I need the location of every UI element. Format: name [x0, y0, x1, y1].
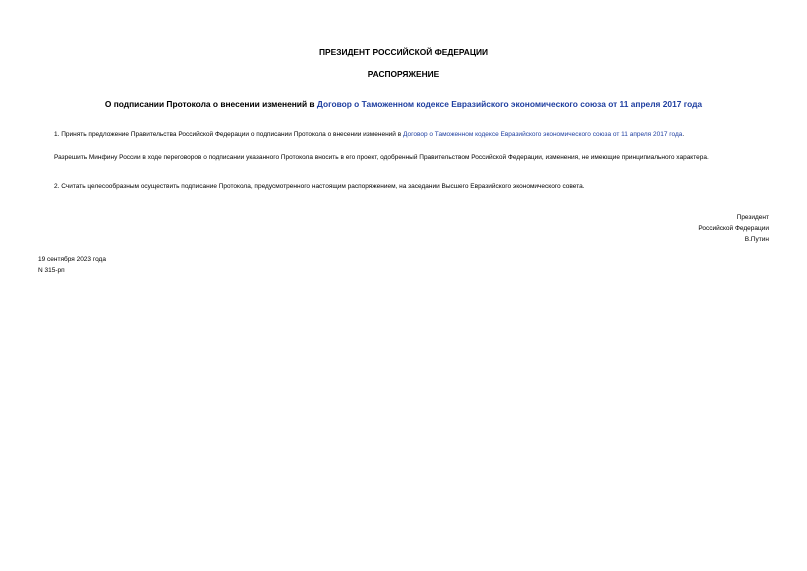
paragraph-2: Разрешить Минфину России в ходе переговоров о подписании указанного Протокола вносить в его проект, одобренный Правительством Российской Федерации, изменения, не имеющие принципиального характера.	[54, 154, 709, 161]
subject-prefix: О подписании Протокола о внесении изменений в	[104, 99, 315, 109]
president-title: ПРЕЗИДЕНТ РОССИЙСКОЙ ФЕДЕРАЦИИ	[319, 47, 488, 57]
document-footer	[38, 254, 106, 276]
document-subject	[0, 99, 807, 109]
signature-name: В.Путин	[744, 236, 769, 243]
signature-position: Президент	[736, 214, 769, 221]
paragraph-1	[38, 129, 769, 140]
paragraph-1-prefix: 1. Принять предложение Правительства Российской Федерации о подписании Протокола о внесении изменений в	[54, 131, 402, 138]
document-number: N 315-рп	[38, 267, 65, 274]
signature-block	[698, 212, 769, 245]
paragraph-3: 2. Считать целесообразным осуществить подписание Протокола, предусмотренного настоящим распоряжением, на заседании Высшего Евразийского экономического совета.	[54, 183, 585, 190]
signature-country: Российской Федерации	[698, 225, 769, 232]
document-date: 19 сентября 2023 года	[38, 256, 106, 263]
document-type: РАСПОРЯЖЕНИЕ	[367, 69, 440, 79]
paragraph-1-suffix: .	[682, 131, 685, 138]
subject-treaty-link[interactable]: Договор о Таможенном кодексе Евразийского экономического союза от 11 апреля 2017 года	[316, 99, 703, 109]
paragraph-1-treaty-link[interactable]: Договор о Таможенном кодексе Евразийского экономического союза от 11 апреля 2017 года	[403, 131, 683, 138]
